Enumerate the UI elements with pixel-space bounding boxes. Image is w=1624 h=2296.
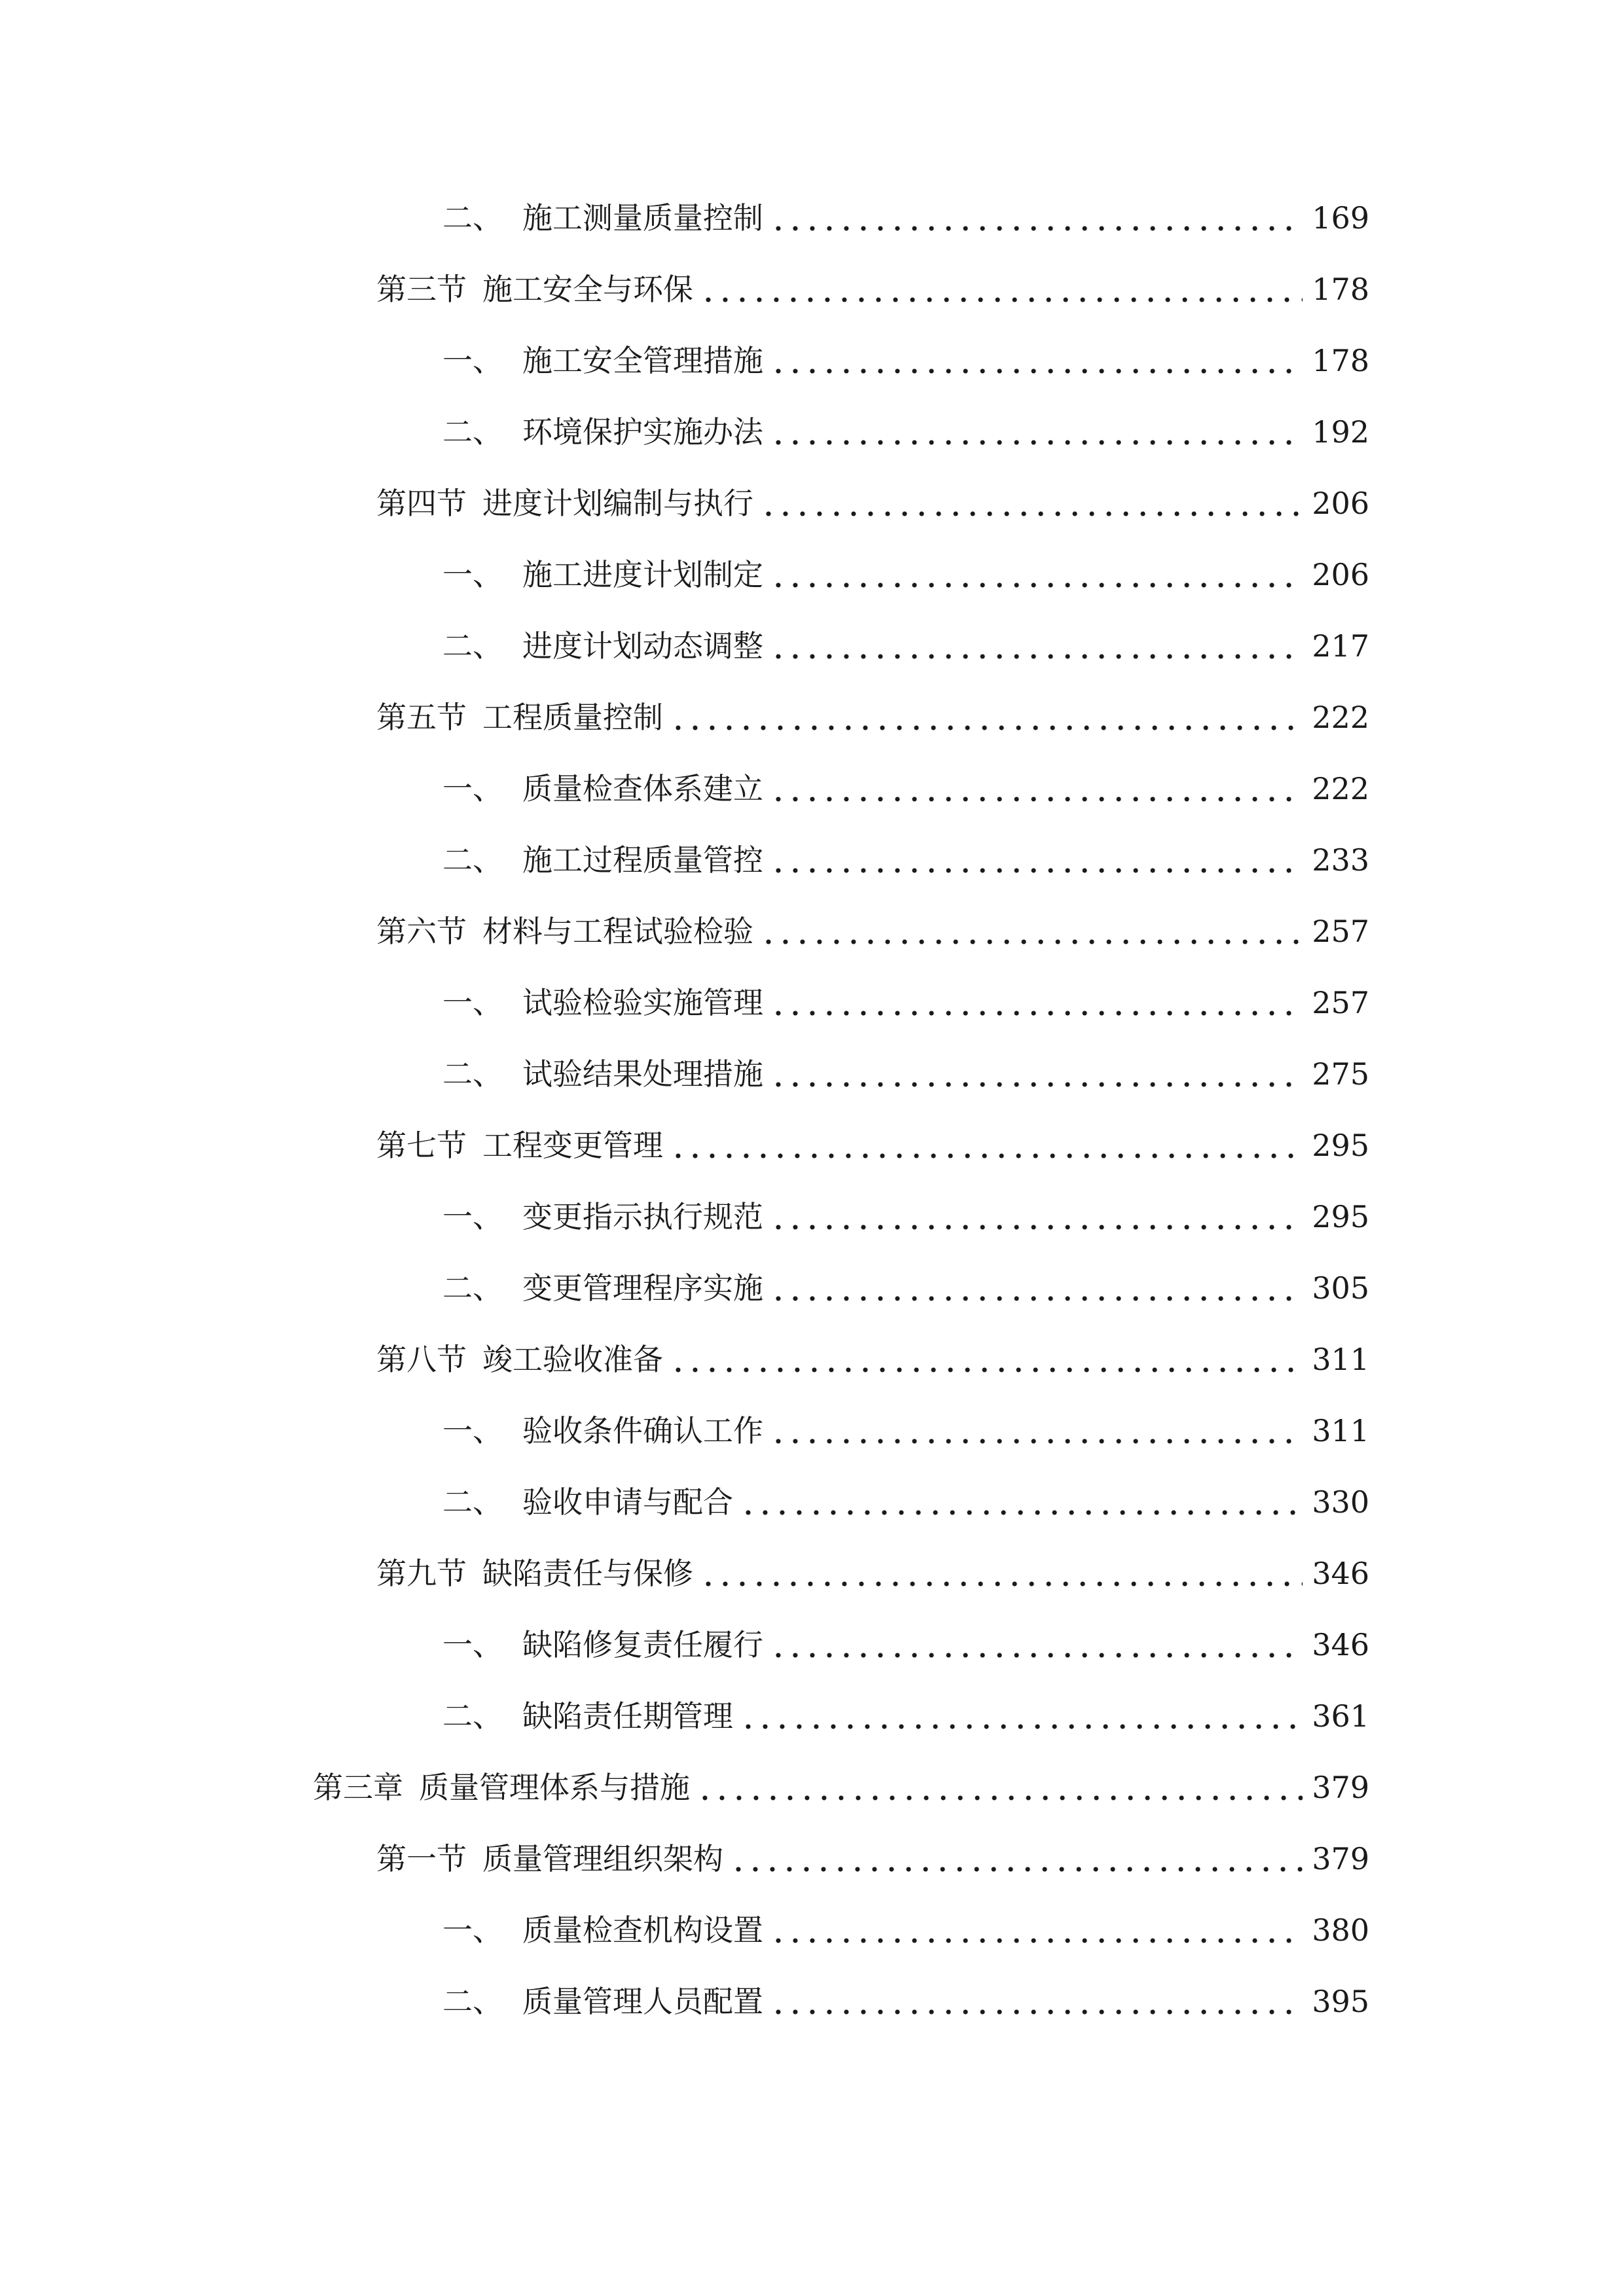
entry-page-number: 257 xyxy=(1312,914,1369,949)
entry-number: 第一节 xyxy=(376,1841,467,1876)
entry-page-number: 379 xyxy=(1312,1770,1369,1805)
entry-title: 试验检验实施管理 xyxy=(522,985,763,1020)
toc-entry[interactable] xyxy=(442,1262,1369,1314)
entry-number: 二、 xyxy=(442,1698,503,1734)
entry-number: 一、 xyxy=(442,557,503,592)
entry-page-number: 192 xyxy=(1312,414,1369,450)
entry-number: 二、 xyxy=(442,1984,503,2019)
entry-title: 变更管理程序实施 xyxy=(522,1270,763,1306)
dot-leader xyxy=(770,1975,1303,2028)
entry-title: 缺陷责任期管理 xyxy=(522,1698,733,1734)
entry-page-number: 311 xyxy=(1312,1342,1369,1377)
toc-entry[interactable] xyxy=(376,263,1369,315)
entry-page-number: 257 xyxy=(1312,985,1369,1020)
entry-title: 质量检查体系建立 xyxy=(522,771,763,806)
entry-page-number: 178 xyxy=(1312,272,1369,307)
dot-leader xyxy=(700,263,1303,315)
dot-leader xyxy=(770,977,1303,1029)
entry-page-number: 295 xyxy=(1312,1199,1369,1234)
entry-title: 质量管理组织架构 xyxy=(482,1841,723,1876)
dot-leader xyxy=(730,1833,1303,1885)
entry-title: 施工安全管理措施 xyxy=(522,343,763,378)
entry-title: 变更指示执行规范 xyxy=(522,1199,763,1234)
entry-title: 质量管理人员配置 xyxy=(522,1984,763,2019)
entry-page-number: 295 xyxy=(1312,1128,1369,1163)
toc-entry[interactable] xyxy=(442,192,1369,244)
entry-page-number: 311 xyxy=(1312,1413,1369,1448)
entry-number: 一、 xyxy=(442,343,503,378)
toc-entry[interactable] xyxy=(442,1048,1369,1100)
entry-page-number: 178 xyxy=(1312,343,1369,378)
toc-entry[interactable] xyxy=(442,1191,1369,1243)
dot-leader xyxy=(770,762,1303,815)
dot-leader xyxy=(770,1904,1303,1956)
dot-leader xyxy=(760,477,1303,529)
entry-number: 二、 xyxy=(442,842,503,878)
entry-number: 一、 xyxy=(442,1912,503,1948)
toc-entry[interactable] xyxy=(442,548,1369,601)
toc-entry[interactable] xyxy=(376,905,1369,958)
entry-number: 一、 xyxy=(442,985,503,1020)
entry-title: 工程变更管理 xyxy=(482,1128,663,1163)
entry-title: 工程质量控制 xyxy=(482,700,663,735)
toc-entry[interactable] xyxy=(376,477,1369,529)
entry-number: 二、 xyxy=(442,414,503,450)
dot-leader xyxy=(770,192,1303,244)
toc-entry[interactable] xyxy=(442,406,1369,458)
dot-leader xyxy=(700,1547,1303,1600)
dot-leader xyxy=(770,1048,1303,1100)
entry-page-number: 330 xyxy=(1312,1484,1369,1520)
entry-title: 施工测量质量控制 xyxy=(522,200,763,236)
entry-number: 一、 xyxy=(442,1199,503,1234)
entry-number: 二、 xyxy=(442,200,503,236)
dot-leader xyxy=(770,1619,1303,1671)
toc-entry[interactable] xyxy=(442,834,1369,886)
dot-leader xyxy=(770,1262,1303,1314)
entry-page-number: 222 xyxy=(1312,700,1369,735)
toc-entry[interactable] xyxy=(442,1975,1369,2028)
dot-leader xyxy=(760,905,1303,958)
entry-page-number: 222 xyxy=(1312,771,1369,806)
entry-page-number: 233 xyxy=(1312,842,1369,878)
toc-entry[interactable] xyxy=(376,1333,1369,1386)
entry-number: 一、 xyxy=(442,1413,503,1448)
toc-entry[interactable] xyxy=(442,1476,1369,1528)
entry-page-number: 380 xyxy=(1312,1912,1369,1948)
entry-number: 二、 xyxy=(442,628,503,664)
dot-leader xyxy=(770,1405,1303,1457)
entry-number: 第四节 xyxy=(376,486,467,521)
toc-entry[interactable] xyxy=(442,1904,1369,1956)
entry-number: 第六节 xyxy=(376,914,467,949)
entry-title: 质量管理体系与措施 xyxy=(419,1770,690,1805)
dot-leader xyxy=(770,1191,1303,1243)
toc-entry[interactable] xyxy=(442,620,1369,672)
toc-entry[interactable] xyxy=(442,1690,1369,1742)
entry-page-number: 346 xyxy=(1312,1556,1369,1591)
entry-title: 验收申请与配合 xyxy=(522,1484,733,1520)
toc-entry[interactable] xyxy=(442,762,1369,815)
toc-entry[interactable] xyxy=(376,691,1369,744)
entry-number: 一、 xyxy=(442,1627,503,1662)
dot-leader xyxy=(670,1333,1303,1386)
entry-page-number: 361 xyxy=(1312,1698,1369,1734)
toc-entry[interactable] xyxy=(442,1619,1369,1671)
entry-page-number: 395 xyxy=(1312,1984,1369,2019)
entry-title: 施工安全与环保 xyxy=(482,272,693,307)
entry-number: 二、 xyxy=(442,1056,503,1092)
entry-title: 质量检查机构设置 xyxy=(522,1912,763,1948)
entry-title: 施工过程质量管控 xyxy=(522,842,763,878)
dot-leader xyxy=(670,691,1303,744)
toc-entry[interactable] xyxy=(442,334,1369,387)
entry-number: 第三节 xyxy=(376,272,467,307)
entry-page-number: 206 xyxy=(1312,557,1369,592)
entry-title: 进度计划编制与执行 xyxy=(482,486,753,521)
toc-entry[interactable] xyxy=(376,1833,1369,1885)
dot-leader xyxy=(770,334,1303,387)
entry-number: 第七节 xyxy=(376,1128,467,1163)
entry-number: 第五节 xyxy=(376,700,467,735)
toc-entry[interactable] xyxy=(376,1547,1369,1600)
entry-title: 试验结果处理措施 xyxy=(522,1056,763,1092)
entry-number: 第九节 xyxy=(376,1556,467,1591)
toc-entry[interactable] xyxy=(442,1405,1369,1457)
entry-number: 第三章 xyxy=(313,1770,403,1805)
entry-number: 二、 xyxy=(442,1270,503,1306)
entry-page-number: 346 xyxy=(1312,1627,1369,1662)
entry-title: 进度计划动态调整 xyxy=(522,628,763,664)
dot-leader xyxy=(670,1119,1303,1172)
entry-title: 缺陷修复责任履行 xyxy=(522,1627,763,1662)
entry-title: 环境保护实施办法 xyxy=(522,414,763,450)
entry-title: 缺陷责任与保修 xyxy=(482,1556,693,1591)
dot-leader xyxy=(770,406,1303,458)
entry-page-number: 275 xyxy=(1312,1056,1369,1092)
dot-leader xyxy=(770,548,1303,601)
entry-title: 验收条件确认工作 xyxy=(522,1413,763,1448)
dot-leader xyxy=(696,1761,1303,1814)
entry-page-number: 379 xyxy=(1312,1841,1369,1876)
entry-title: 材料与工程试验检验 xyxy=(482,914,753,949)
entry-number: 二、 xyxy=(442,1484,503,1520)
toc-entry[interactable] xyxy=(313,1761,1369,1814)
entry-title: 竣工验收准备 xyxy=(482,1342,663,1377)
dot-leader xyxy=(770,834,1303,886)
entry-number: 一、 xyxy=(442,771,503,806)
dot-leader xyxy=(740,1476,1303,1528)
entry-title: 施工进度计划制定 xyxy=(522,557,763,592)
entry-page-number: 206 xyxy=(1312,486,1369,521)
entry-page-number: 217 xyxy=(1312,628,1369,664)
entry-page-number: 169 xyxy=(1312,200,1369,236)
dot-leader xyxy=(770,620,1303,672)
toc-entry[interactable] xyxy=(376,1119,1369,1172)
entry-number: 第八节 xyxy=(376,1342,467,1377)
dot-leader xyxy=(740,1690,1303,1742)
toc-entry[interactable] xyxy=(442,977,1369,1029)
entry-page-number: 305 xyxy=(1312,1270,1369,1306)
